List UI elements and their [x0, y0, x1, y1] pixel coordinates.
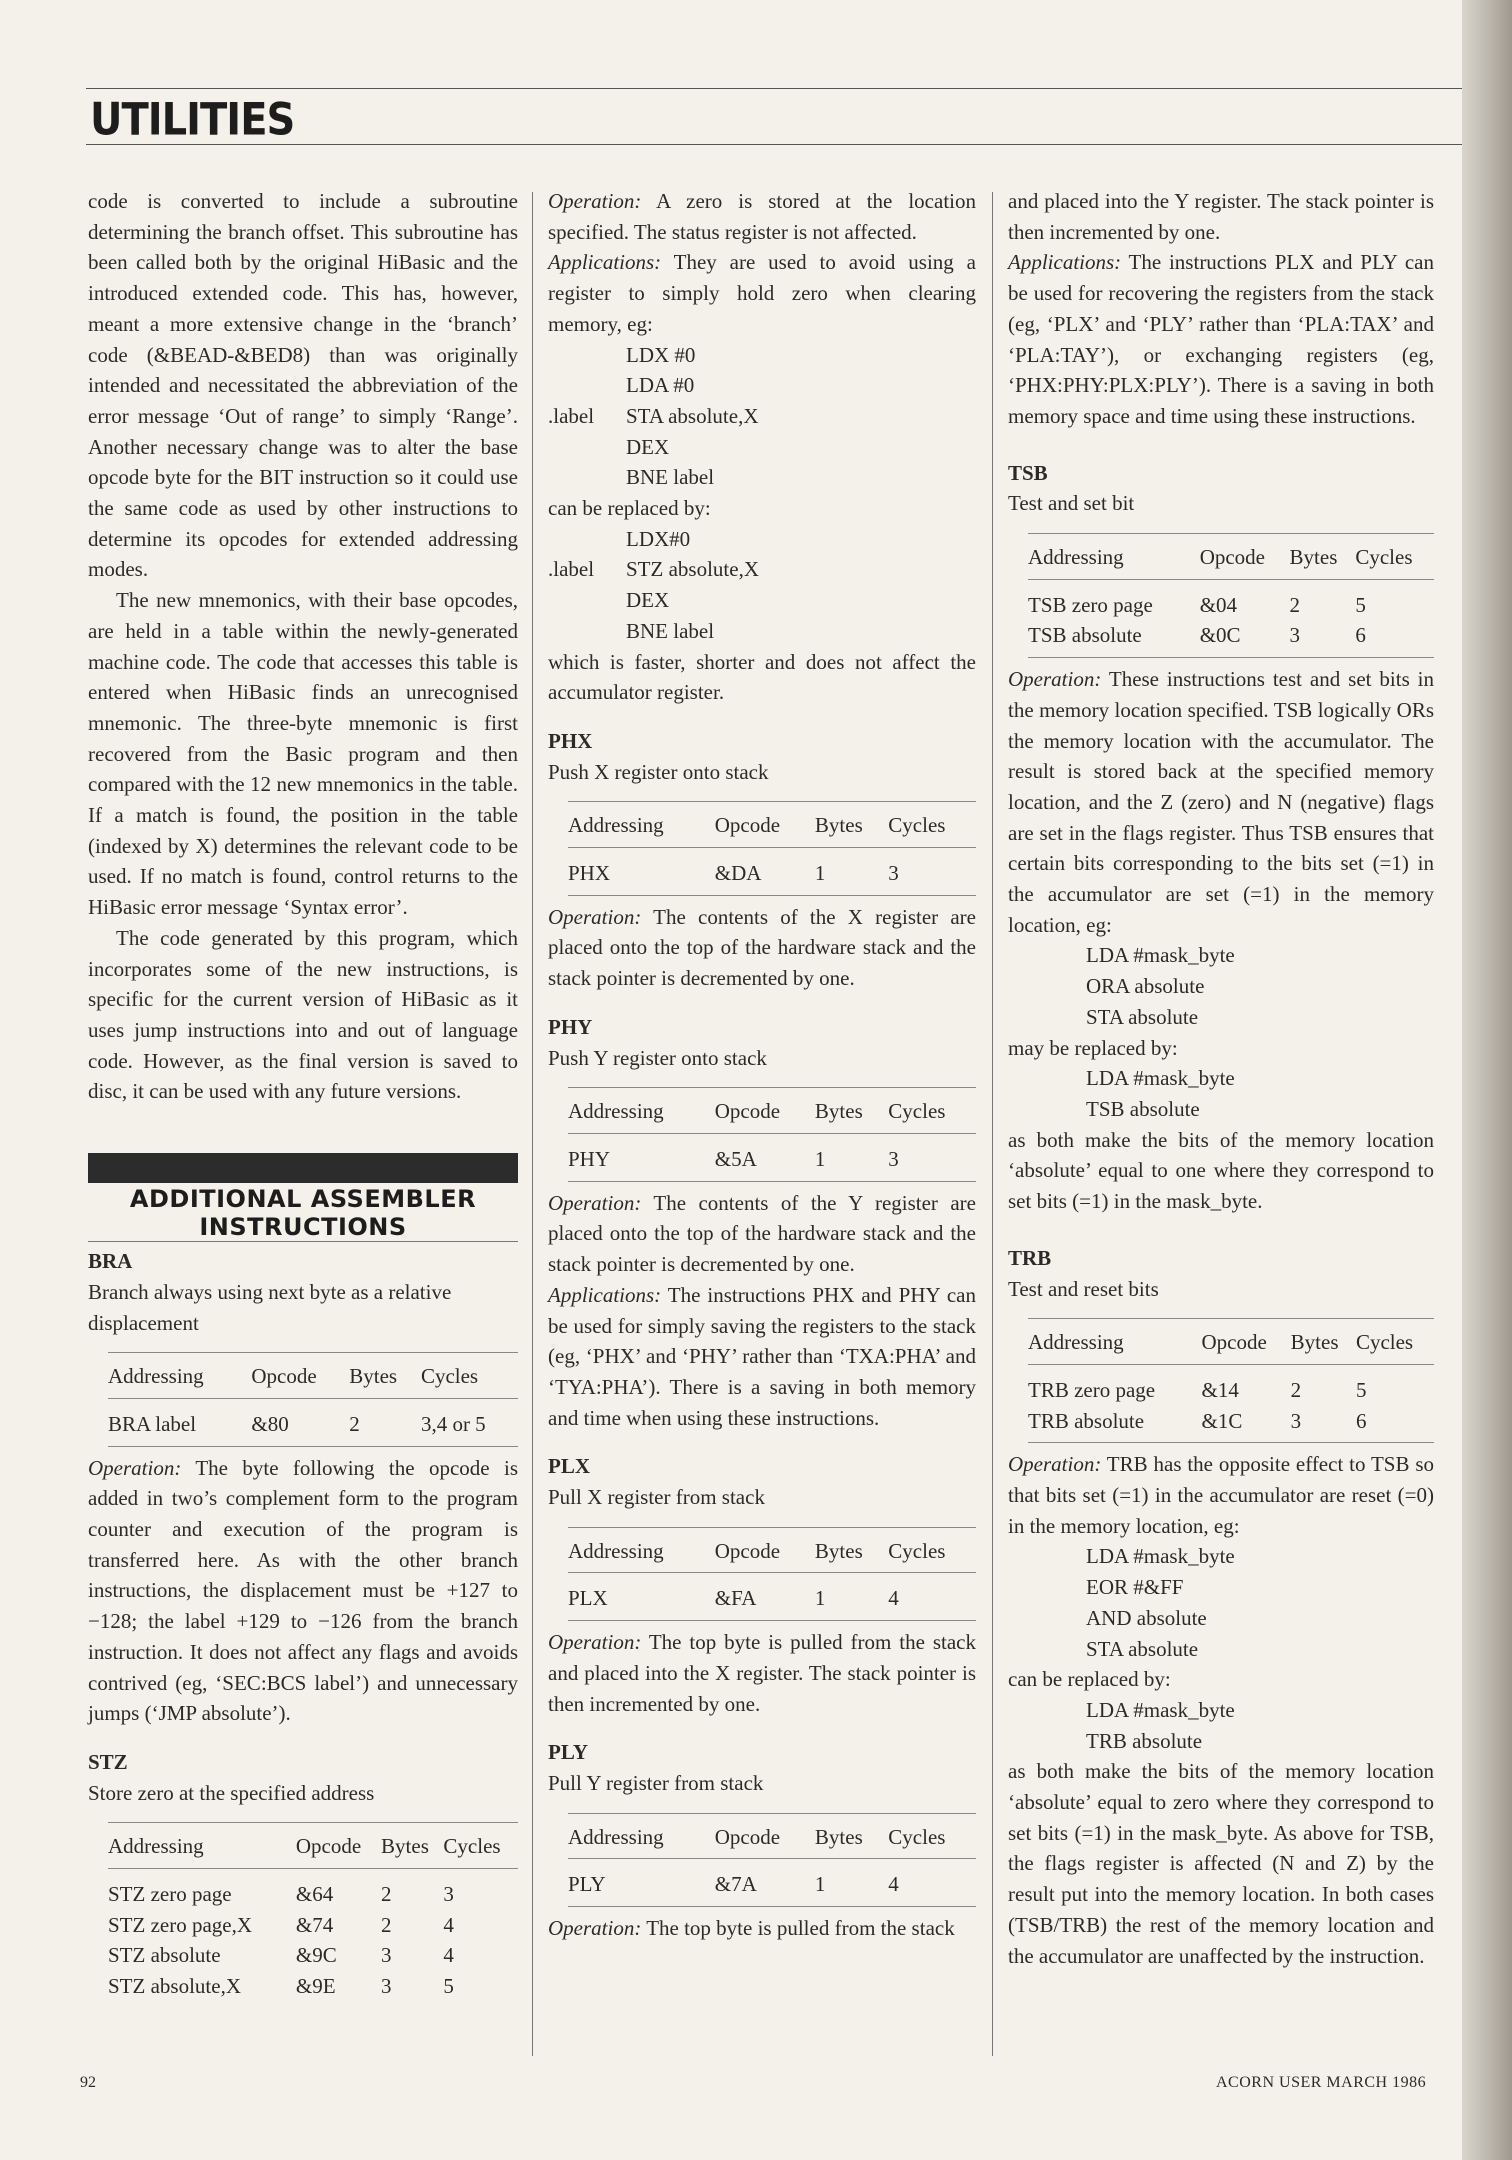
table-header-row [568, 1088, 976, 1134]
operation-label: Operation: [1008, 1452, 1102, 1477]
operation-label: Operation: [1008, 667, 1102, 692]
col-header-opcode: Opcode [1202, 1319, 1291, 1365]
operation-text [548, 1913, 976, 1944]
col-header-cycles: Cycles [888, 1527, 976, 1573]
column-divider-2 [992, 192, 993, 2056]
instruction-name: PHX [548, 728, 593, 753]
operation-label: Operation: [548, 1190, 642, 1215]
cell-addressing: STZ zero page,X [108, 1912, 253, 1937]
page-number: 92 [80, 2074, 96, 2091]
col-header-cycles: Cycles [888, 1088, 976, 1134]
cell-bytes: 3 [1291, 1406, 1356, 1443]
applications-body: The instructions PLX and PLY can be used for recovering the registers from the stack (eg, ‘PLX’ and ‘PLY’ rather than ‘PLA:TAX’ and ‘PLA:TAY’), or exchanging registers (eg, ‘PHX:PHY:PLX:PLY’). There is a saving in both memory space and time using these instructions. [1008, 250, 1434, 428]
code-line: LDA #mask_byte [1086, 943, 1235, 968]
cell-addressing: STZ absolute,X [108, 1974, 241, 1999]
opcode-table [108, 1352, 518, 1446]
cell-bytes: 1 [815, 1133, 888, 1181]
code-label: .label [548, 557, 595, 582]
cell-cycles: 5 [1355, 1377, 1367, 1402]
col-header-bytes: Bytes [381, 1823, 443, 1869]
table-header-row [1028, 534, 1434, 580]
code-line: LDX#0 [626, 526, 691, 551]
instruction-description: Pull X register from stack [548, 1485, 765, 1510]
cell-cycles: 5 [443, 1974, 454, 1999]
cell-opcode: &14 [1201, 1377, 1239, 1402]
table-row [568, 1573, 976, 1621]
cell-opcode: &74 [295, 1912, 334, 1937]
table-row [1028, 1364, 1434, 1405]
operation-label: Operation: [88, 1455, 182, 1480]
col-header-cycles: Cycles [443, 1823, 518, 1869]
cell-bytes: 3 [1290, 620, 1356, 657]
paragraph: and placed into the Y register. The stack pointer is then incremented by one. [1008, 189, 1434, 244]
cell-addressing: PHY [568, 1133, 715, 1181]
col-header-opcode: Opcode [251, 1353, 349, 1399]
col-header-bytes: Bytes [1291, 1319, 1356, 1365]
col-header-cycles: Cycles [421, 1353, 518, 1399]
paragraph: The code generated by this program, which incorporates some of the new instructions, is specific for the current version of HiBasic as it uses jump instructions into and out of language code. However, as the final version is saved to disc, it can be used with any future versions. [88, 925, 518, 1104]
code-instruction: STA absolute,X [626, 403, 759, 428]
col-header-cycles: Cycles [1355, 534, 1434, 580]
col-header-addressing: Addressing [568, 1813, 715, 1859]
opcode-table [568, 1087, 976, 1181]
code-line: TSB absolute [1086, 1096, 1200, 1121]
col-header-bytes: Bytes [1290, 534, 1356, 580]
cell-cycles: 3 [443, 1882, 454, 1907]
table-row [568, 848, 976, 896]
applications-label: Applications: [548, 250, 662, 275]
paragraph: The new mnemonics, with their base opcodes, are held in a table within the newly-generated machine code. The code that accesses this table is entered when HiBasic finds an unrecognised mnemonic. The three-byte mnemonic is first recovered from the Basic program and then compared with the 12 new mnemonics in the table. If a match is found, the position in the table (indexed by X) determines the relevant code to be used. If no match is found, control returns to the HiBasic error message ‘Syntax error’. [88, 588, 518, 920]
operation-text [88, 1453, 518, 1729]
cell-addressing: STZ zero page [108, 1882, 232, 1907]
table-row [108, 1971, 518, 2002]
table-row [1028, 620, 1434, 657]
col-header-addressing: Addressing [568, 1527, 715, 1573]
col-header-opcode: Opcode [715, 1527, 815, 1573]
instruction-name: TRB [1008, 1245, 1052, 1270]
cell-bytes: 3 [381, 1974, 392, 1999]
cell-opcode: &9C [295, 1943, 337, 1968]
col-header-cycles: Cycles [888, 802, 976, 848]
section-title: UTILITIES [90, 94, 295, 146]
col-header-addressing: Addressing [568, 1088, 715, 1134]
cell-opcode: &9E [295, 1974, 336, 1999]
col-header-bytes: Bytes [815, 1813, 888, 1859]
column-divider-1 [532, 192, 533, 2056]
cell-addressing: TRB zero page [1028, 1377, 1156, 1402]
cell-opcode: &7A [715, 1859, 815, 1907]
cell-bytes: 1 [815, 1573, 888, 1621]
code-line: STA absolute [1086, 1636, 1199, 1661]
applications-text [1008, 247, 1434, 431]
operation-body: These instructions test and set bits in the memory location specified. TSB logically ORs the memory location with the accumulator. The result is stored back at the specified memory location, and the Z (zero) and N (negative) flags are set in the flags register. Thus TSB ensures that certain bits corresponding to the bits set (=1) in the accumulator are set (=1) in the memory location, eg: [1008, 667, 1434, 937]
operation-label: Operation: [548, 189, 642, 213]
col-header-opcode: Opcode [715, 1088, 815, 1134]
instruction-description: Test and set bit [1008, 491, 1135, 516]
cell-cycles: 4 [443, 1943, 454, 1968]
paragraph: can be replaced by: [1008, 1667, 1171, 1692]
applications-body: The instructions PHX and PHY can be used for simply saving the registers to the stack (eg, ‘PHX’ and ‘PHY’ rather than ‘TXA:PHA’ and ‘TYA:PHA’). There is a saving in both memory and time when using these instructions. [548, 1282, 976, 1430]
instruction-description: Pull Y register from stack [548, 1770, 764, 1795]
col-header-bytes: Bytes [815, 1088, 888, 1134]
instruction-name: PLY [548, 1740, 589, 1765]
col-header-addressing: Addressing [108, 1353, 251, 1399]
table-header-row [108, 1353, 518, 1399]
instruction-description: Push Y register onto stack [548, 1045, 767, 1070]
cell-addressing: TRB absolute [1028, 1406, 1202, 1443]
cell-bytes: 2 [349, 1398, 421, 1446]
operation-body: The top byte is pulled from the stack and placed into the X register. The stack pointer is then incremented by one. [548, 1630, 976, 1716]
section-heading [88, 1183, 518, 1242]
opcode-table [108, 1822, 518, 2002]
operation-text [548, 1627, 976, 1719]
paragraph: code is converted to include a subroutine determining the branch offset. This subroutine has been called both by the original HiBasic and the introduced extended code. This has, however, meant a more extensive change in the ‘branch’ code (&BEAD-&BED8) than was originally intended and necessitated the abbreviation of the error message ‘Out of range’ to simply ‘Range’. Another necessary change was to alter the base opcode byte for the BIT instruction so it could use the same code as used by other instructions to determine its opcodes for extended addressing modes. [88, 189, 518, 582]
heading-bar [88, 1153, 518, 1183]
cell-cycles: 5 [1355, 592, 1366, 617]
cell-bytes: 2 [381, 1912, 392, 1937]
table-row [1028, 579, 1434, 620]
instruction-description: Push X register onto stack [548, 759, 769, 784]
applications-text [548, 247, 976, 339]
header-rule-bottom [86, 144, 1462, 145]
operation-label: Operation: [548, 904, 642, 929]
code-line: BNE label [626, 618, 715, 643]
operation-body: TRB has the opposite effect to TSB so that bits set (=1) in the accumulator are reset (=0) in the memory location, eg: [1008, 1452, 1434, 1538]
column-2 [548, 186, 976, 1944]
opcode-table [1028, 1318, 1434, 1443]
cell-addressing: STZ absolute [108, 1943, 221, 1968]
operation-body: The contents of the X register are placed onto the top of the hardware stack and the stack pointer is decremented by one. [548, 904, 976, 991]
magazine-footer: ACORN USER MARCH 1986 [1216, 2074, 1427, 2091]
code-line: ORA absolute [1086, 974, 1205, 999]
applications-label: Applications: [1008, 250, 1122, 275]
operation-label: Operation: [548, 1630, 642, 1655]
instruction-name: PLX [548, 1454, 590, 1479]
code-line: LDA #0 [626, 373, 695, 398]
cell-bytes: 1 [815, 848, 888, 896]
operation-body: The top byte is pulled from the stack [641, 1916, 955, 1941]
instruction-name: BRA [88, 1249, 133, 1274]
cell-opcode: &04 [1199, 592, 1238, 617]
code-line: LDA #mask_byte [1086, 1544, 1235, 1569]
code-line: DEX [626, 434, 670, 459]
applications-text [548, 1280, 976, 1434]
code-line [548, 554, 976, 585]
col-header-opcode: Opcode [715, 802, 815, 848]
cell-bytes: 2 [381, 1882, 392, 1907]
code-label: .label [548, 403, 595, 428]
instruction-name: STZ [88, 1749, 128, 1774]
cell-bytes: 1 [815, 1859, 888, 1907]
instruction-name: PHY [548, 1014, 593, 1039]
cell-opcode: &64 [295, 1882, 334, 1907]
paragraph: can be replaced by: [548, 496, 711, 521]
table-header-row [568, 802, 976, 848]
cell-cycles: 4 [888, 1573, 976, 1621]
code-line [548, 401, 976, 432]
instruction-name: TSB [1008, 460, 1048, 485]
paragraph: as both make the bits of the memory location ‘absolute’ equal to one where they correspond to set bits (=1) in the mask_byte. [1008, 1127, 1434, 1214]
table-row [108, 1869, 518, 1910]
col-header-addressing: Addressing [1028, 1319, 1202, 1365]
operation-text [548, 1188, 976, 1280]
code-instruction: STZ absolute,X [626, 557, 759, 582]
cell-cycles: 3 [888, 848, 976, 896]
cell-opcode: &FA [715, 1573, 815, 1621]
cell-opcode: &0C [1200, 620, 1290, 657]
cell-addressing: BRA label [108, 1398, 251, 1446]
page-edge-shadow [1462, 0, 1512, 2160]
cell-bytes: 3 [381, 1943, 392, 1968]
cell-addressing: TSB absolute [1028, 620, 1200, 657]
operation-text [1008, 664, 1434, 940]
code-line: TRB absolute [1086, 1728, 1203, 1753]
cell-cycles: 4 [443, 1912, 454, 1937]
paragraph: as both make the bits of the memory location ‘absolute’ equal to zero where they correspond to set bits (=1) in the mask_byte. As above for TSB, the flags register is affected (N and Z) by the result put into the memory location. In both cases (TSB/TRB) the rest of the memory location and the accumulator are unaffected by the instruction. [1008, 1759, 1434, 1968]
paragraph: may be replaced by: [1008, 1035, 1178, 1060]
cell-addressing: TSB zero page [1028, 592, 1153, 617]
table-row [108, 1910, 518, 1941]
column-3 [1008, 186, 1434, 1971]
operation-text [1008, 1449, 1434, 1541]
operation-body: The byte following the opcode is added in two’s complement form to the program counter and execution of the program is transferred here. As with the other branch instructions, the displacement must be +127 to −128; the label +129 to −126 from the branch instruction. It does not affect any flags and avoids contrived (eg, ‘SEC:BCS label’) and unnecessary jumps (‘JMP absolute’). [88, 1455, 518, 1726]
col-header-bytes: Bytes [815, 802, 888, 848]
opcode-table [568, 1813, 976, 1907]
table-header-row [1028, 1319, 1434, 1365]
cell-opcode: &5A [715, 1133, 815, 1181]
col-header-cycles: Cycles [888, 1813, 976, 1859]
header-rule-top [86, 88, 1462, 89]
code-line: AND absolute [1086, 1605, 1207, 1630]
code-line: BNE label [626, 465, 715, 490]
operation-label: Operation: [548, 1916, 642, 1941]
cell-cycles: 3 [888, 1133, 976, 1181]
cell-opcode: &1C [1202, 1406, 1291, 1443]
col-header-bytes: Bytes [349, 1353, 421, 1399]
cell-addressing: PLX [568, 1573, 715, 1621]
code-line: EOR #&FF [1086, 1575, 1184, 1600]
operation-text [548, 902, 976, 994]
col-header-opcode: Opcode [296, 1823, 381, 1869]
cell-addressing: PHX [568, 848, 715, 896]
instruction-description: Store zero at the specified address [88, 1780, 375, 1805]
code-line: DEX [626, 588, 670, 613]
cell-cycles: 6 [1356, 1406, 1434, 1443]
table-row [108, 1398, 518, 1446]
code-line: STA absolute [1086, 1004, 1199, 1029]
col-header-bytes: Bytes [815, 1527, 888, 1573]
table-header-row [568, 1527, 976, 1573]
cell-bytes: 2 [1289, 592, 1301, 617]
table-header-row [568, 1813, 976, 1859]
code-line: LDA #mask_byte [1086, 1697, 1235, 1722]
col-header-addressing: Addressing [568, 802, 715, 848]
code-line: LDA #mask_byte [1086, 1066, 1235, 1091]
section-heading-line: ADDITIONAL ASSEMBLER [129, 1185, 477, 1214]
cell-cycles: 3,4 or 5 [421, 1398, 518, 1446]
opcode-table [1028, 533, 1434, 658]
instruction-description: Branch always using next byte as a relative displacement [88, 1279, 452, 1335]
applications-body: They are used to avoid using a register to simply hold zero when clearing memory, eg: [548, 250, 976, 336]
operation-text [548, 186, 976, 247]
column-1 [88, 186, 518, 2008]
code-line: LDX #0 [626, 342, 696, 367]
paragraph: which is faster, shorter and does not affect the accumulator register. [548, 649, 976, 705]
cell-opcode: &80 [251, 1398, 349, 1446]
cell-bytes: 2 [1290, 1377, 1302, 1402]
col-header-opcode: Opcode [1200, 534, 1290, 580]
cell-cycles: 4 [888, 1859, 976, 1907]
section-heading-line: INSTRUCTIONS [199, 1213, 407, 1242]
cell-cycles: 6 [1355, 620, 1434, 657]
opcode-table [568, 1527, 976, 1621]
cell-opcode: &DA [715, 848, 815, 896]
table-row [568, 1859, 976, 1907]
operation-body: A zero is stored at the location specified. The status register is not affected. [548, 189, 976, 244]
table-row [568, 1133, 976, 1181]
applications-label: Applications: [548, 1282, 662, 1307]
table-row [108, 1940, 518, 1971]
col-header-addressing: Addressing [1028, 534, 1200, 580]
opcode-table [568, 801, 976, 895]
instruction-description: Test and reset bits [1008, 1276, 1159, 1301]
cell-addressing: PLY [568, 1859, 715, 1907]
col-header-opcode: Opcode [715, 1813, 815, 1859]
operation-body: The contents of the Y register are placed onto the top of the hardware stack and the stack pointer is decremented by one. [548, 1190, 976, 1277]
col-header-addressing: Addressing [108, 1823, 296, 1869]
table-row [1028, 1406, 1434, 1443]
table-header-row [108, 1823, 518, 1869]
col-header-cycles: Cycles [1356, 1319, 1434, 1365]
